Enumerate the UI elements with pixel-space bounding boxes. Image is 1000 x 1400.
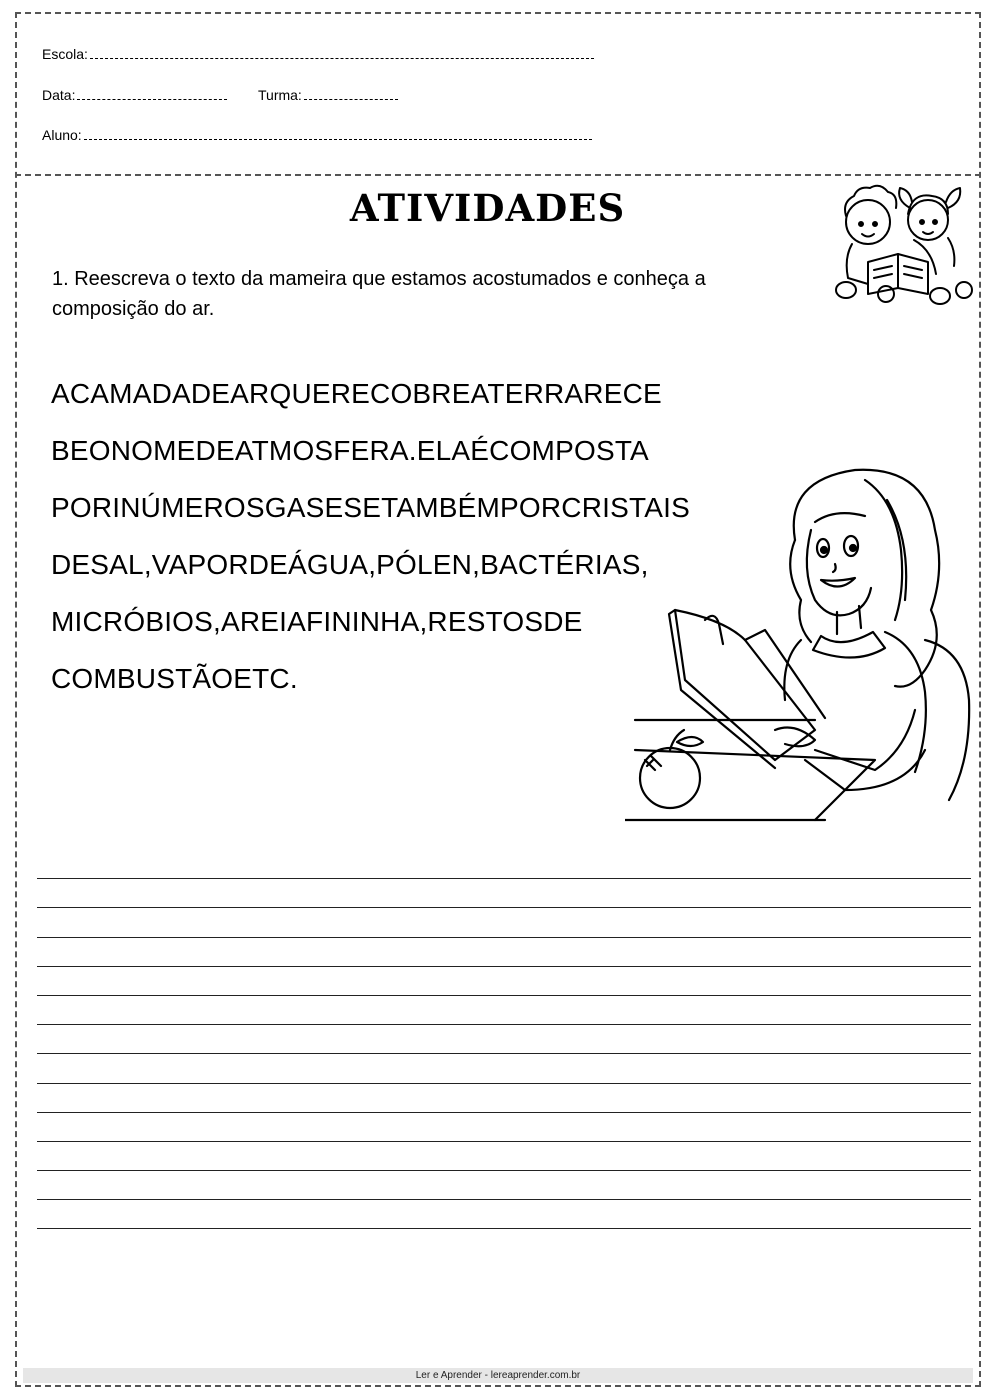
answer-line[interactable] (37, 1025, 971, 1054)
date-label: Data: (42, 87, 76, 103)
answer-line[interactable] (37, 1200, 971, 1229)
answer-line[interactable] (37, 879, 971, 908)
scrambled-line-3: PORINÚMEROSGASESETAMBÉMPORCRISTAIS (51, 492, 690, 523)
children-reading-icon (828, 178, 978, 308)
scrambled-line-1: ACAMADADEARQUERECOBREATERRARECE (51, 378, 662, 409)
school-field[interactable] (42, 46, 594, 62)
instruction-text: 1. Reescreva o texto da mameira que estamos acostumados e conheça a composição do ar. (52, 268, 706, 320)
student-label: Aluno: (42, 127, 82, 143)
class-label: Turma: (258, 87, 302, 103)
scrambled-line-2: BEONOMEDEATMOSFERA.ELAÉCOMPOSTA (51, 435, 649, 466)
answer-line[interactable] (37, 1171, 971, 1200)
answer-line[interactable] (37, 908, 971, 937)
scrambled-line-4: DESAL,VAPORDEÁGUA,PÓLEN,BACTÉRIAS, (51, 549, 649, 580)
class-blank[interactable] (304, 98, 398, 100)
date-blank[interactable] (77, 98, 227, 100)
student-blank[interactable] (84, 138, 592, 140)
scrambled-line-6: COMBUSTÃOETC. (51, 663, 298, 694)
answer-line[interactable] (37, 938, 971, 967)
student-field[interactable] (42, 127, 592, 143)
answer-line[interactable] (37, 850, 971, 879)
answer-line[interactable] (37, 1113, 971, 1142)
date-field[interactable] (42, 87, 227, 103)
answer-line[interactable] (37, 996, 971, 1025)
page-title: ATIVIDADES (349, 186, 626, 230)
answer-line[interactable] (37, 1142, 971, 1171)
school-label: Escola: (42, 46, 88, 62)
class-field[interactable] (258, 87, 398, 103)
answer-lines[interactable] (37, 850, 971, 1229)
girl-reading-book-icon (625, 460, 975, 830)
answer-line[interactable] (37, 1054, 971, 1083)
school-blank[interactable] (90, 57, 594, 59)
footer-credit: Ler e Aprender - lereaprender.com.br (23, 1368, 973, 1383)
scrambled-line-5: MICRÓBIOS,AREIAFININHA,RESTOSDE (51, 606, 583, 637)
answer-line[interactable] (37, 1084, 971, 1113)
header-divider (15, 174, 981, 176)
answer-line[interactable] (37, 967, 971, 996)
